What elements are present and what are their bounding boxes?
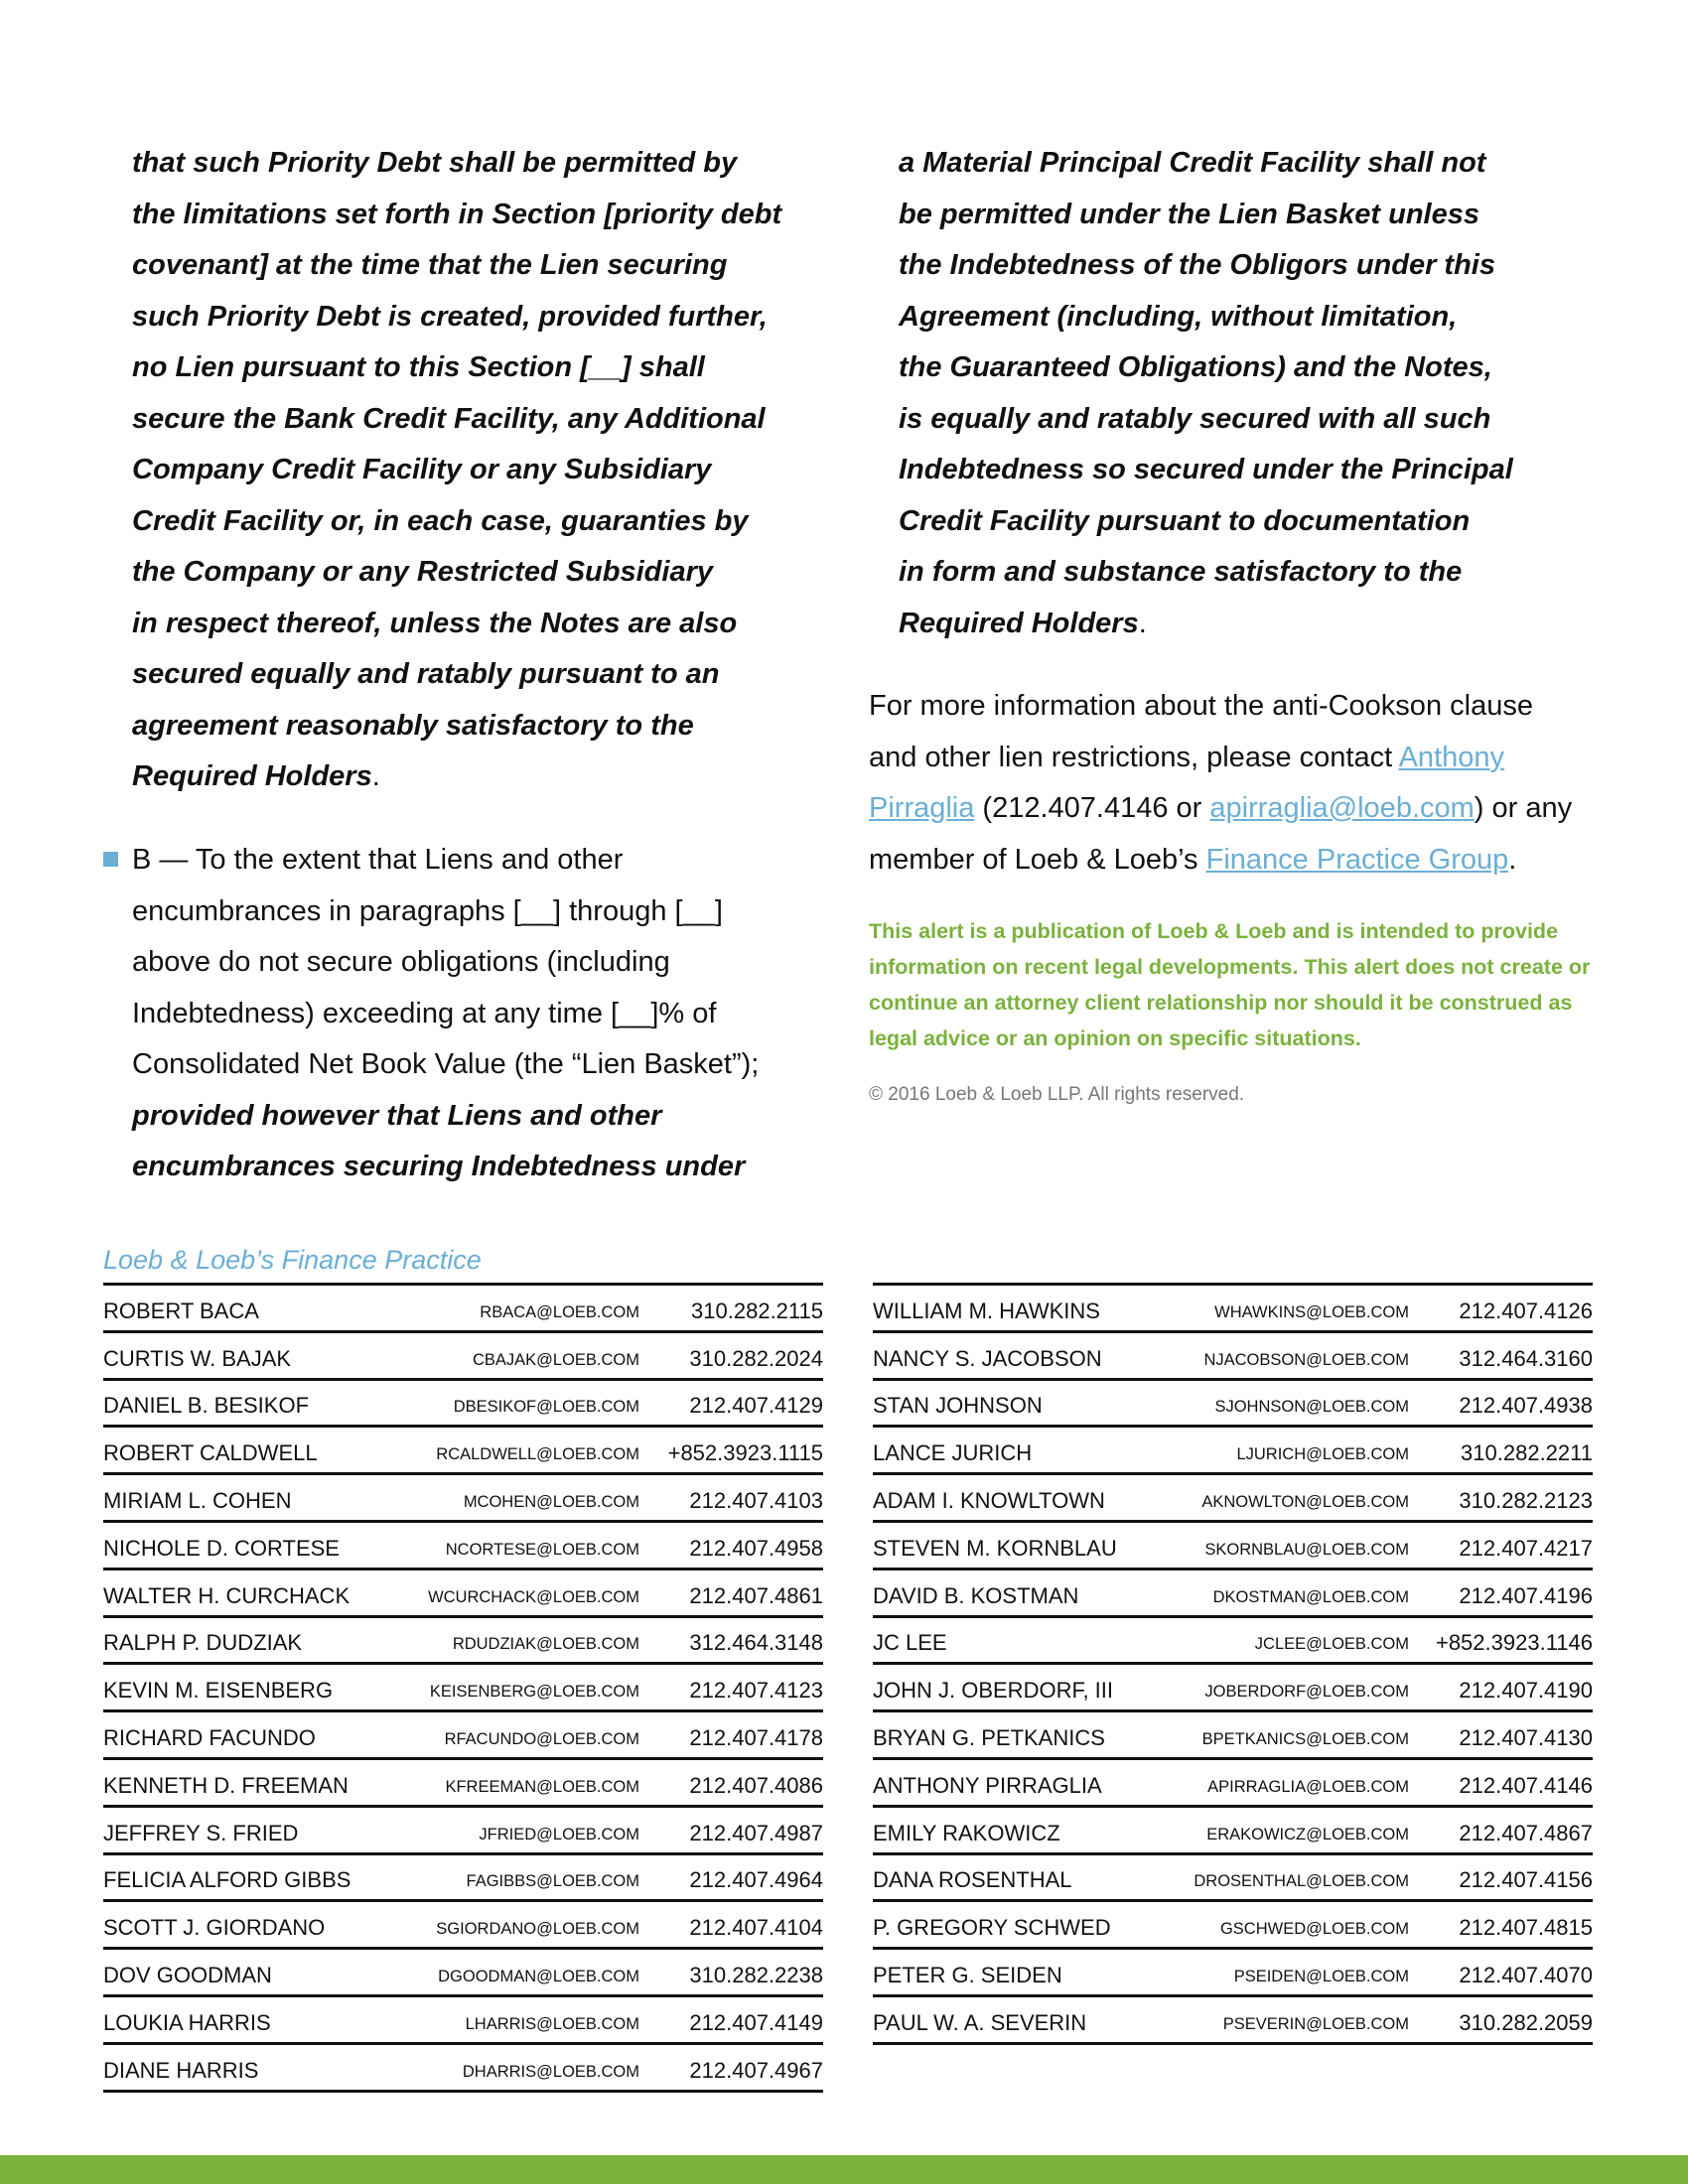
contact-name: PETER G. SEIDEN (873, 1962, 1062, 1987)
text-span: no Lien pursuant to this Section [__] shall (132, 351, 705, 383)
contact-phone: 212.407.4086 (689, 1772, 823, 1798)
practice-group-link[interactable]: Finance Practice Group (1205, 843, 1509, 876)
text: member of Loeb & Loeb’s (869, 843, 1206, 876)
text-line (132, 1142, 759, 1193)
contact-phone: 212.407.4964 (689, 1867, 823, 1893)
text-line (132, 342, 781, 394)
table-row (873, 1618, 1593, 1666)
text: (212.407.4146 or (974, 792, 1210, 824)
contact-email[interactable]: JCLEE@LOEB.COM (1254, 1635, 1409, 1654)
contact-phone: 310.282.2115 (691, 1297, 823, 1323)
contact-phone: 212.407.4967 (689, 2057, 823, 2083)
table-row (873, 1428, 1593, 1475)
text-line (132, 445, 781, 496)
text-span: covenant] at the time that the Lien securing (132, 249, 728, 281)
table-row (103, 1855, 823, 1903)
bullet-square-icon (103, 852, 118, 867)
text: and other lien restrictions, please contact (869, 741, 1399, 773)
text-line (132, 496, 781, 548)
text-line (899, 547, 1513, 599)
text-line (132, 989, 759, 1040)
text-span: secure the Bank Credit Facility, any Additional (132, 402, 766, 435)
contact-phone: +852.3923.1115 (667, 1440, 823, 1466)
text-line (899, 394, 1513, 446)
contact-name: NICHOLE D. CORTESE (103, 1535, 340, 1561)
text-span: provided however that Liens and other (132, 1099, 662, 1132)
table-row (103, 1475, 823, 1523)
contact-name: ROBERT CALDWELL (103, 1440, 318, 1466)
contact-line (869, 733, 1572, 784)
text-line (899, 599, 1513, 650)
text-line (899, 240, 1513, 292)
text-span: Indebtedness) exceeding at any time [__]% of (132, 997, 717, 1029)
table-row (873, 1570, 1593, 1618)
contact-email[interactable]: RFACUNDO@LOEB.COM (444, 1729, 639, 1748)
contact-name-link[interactable]: Pirraglia (869, 792, 975, 824)
contact-email[interactable]: PSEIDEN@LOEB.COM (1233, 1967, 1409, 1985)
contact-name: KENNETH D. FREEMAN (103, 1772, 349, 1798)
contact-email[interactable]: LHARRIS@LOEB.COM (465, 2014, 639, 2033)
footer-bar (0, 2155, 1688, 2184)
contact-phone: 312.464.3148 (689, 1630, 823, 1656)
contact-phone: 212.407.4146 (1459, 1772, 1593, 1798)
text-line (132, 292, 781, 343)
table-row (103, 1381, 823, 1429)
text-line (132, 1091, 759, 1143)
contact-email[interactable]: NCORTESE@LOEB.COM (445, 1540, 639, 1559)
end-punctuation: . (1138, 607, 1147, 639)
text-line (132, 1039, 759, 1091)
contact-paragraph (869, 681, 1572, 886)
contact-email[interactable]: LJURICH@LOEB.COM (1236, 1445, 1409, 1464)
contact-name: DANA ROSENTHAL (873, 1867, 1072, 1893)
text: . (1508, 843, 1517, 876)
contact-line: For more information about the anti-Cookson clause (869, 690, 1533, 722)
contact-email[interactable]: RBACA@LOEB.COM (480, 1302, 639, 1321)
contact-email[interactable]: APIRRAGLIA@LOEB.COM (1207, 1777, 1409, 1796)
contact-name: DOV GOODMAN (103, 1962, 272, 1987)
contact-name: RALPH P. DUDZIAK (103, 1630, 303, 1656)
contact-email[interactable]: WCURCHACK@LOEB.COM (428, 1587, 639, 1606)
text-span: Indebtedness so secured under the Principal (899, 454, 1513, 485)
contact-name: MIRIAM L. COHEN (103, 1487, 292, 1513)
contact-email[interactable]: DBESIKOF@LOEB.COM (453, 1398, 639, 1417)
contact-phone: 212.407.4126 (1459, 1297, 1593, 1323)
disclaimer (869, 913, 1591, 1056)
text-span: the Indebtedness of the Obligors under this (899, 249, 1495, 281)
table-row (103, 1902, 823, 1950)
table-row (103, 1618, 823, 1666)
text-line (132, 190, 781, 241)
contact-name: ANTHONY PIRRAGLIA (873, 1772, 1102, 1798)
contact-phone: 212.407.4217 (1459, 1535, 1593, 1561)
contact-name: BRYAN G. PETKANICS (873, 1724, 1105, 1750)
contact-phone: 212.407.4196 (1459, 1582, 1593, 1608)
contact-phone: 310.282.2024 (689, 1345, 823, 1371)
contact-email[interactable]: DHARRIS@LOEB.COM (462, 2062, 639, 2081)
contact-email[interactable]: DKOSTMAN@LOEB.COM (1212, 1587, 1409, 1606)
contact-phone: 212.407.4867 (1459, 1820, 1593, 1845)
text-line (132, 240, 781, 292)
table-row (103, 1712, 823, 1760)
contact-phone: 212.407.4958 (689, 1535, 823, 1561)
contact-name: JC LEE (873, 1630, 947, 1656)
text-span: a Material Principal Credit Facility shall not (899, 147, 1486, 179)
contact-phone: 212.407.4861 (689, 1582, 823, 1608)
contact-name: DIANE HARRIS (103, 2057, 259, 2083)
contact-name: ADAM I. KNOWLTOWN (873, 1487, 1105, 1513)
contact-name: STAN JOHNSON (873, 1393, 1043, 1419)
contact-phone: 310.282.2123 (1459, 1487, 1593, 1513)
table-row (103, 1808, 823, 1855)
contact-phone: 310.282.2238 (689, 1962, 823, 1987)
right-column-text (899, 138, 1513, 649)
text-span: above do not secure obligations (including (132, 946, 670, 978)
table-row (873, 1808, 1593, 1855)
contact-name: SCOTT J. GIORDANO (103, 1915, 326, 1941)
contact-name: KEVIN M. EISENBERG (103, 1678, 334, 1704)
email-link[interactable]: apirraglia@loeb.com (1209, 792, 1475, 824)
text-line (132, 751, 781, 803)
text-line (132, 649, 781, 701)
contact-phone: 212.407.4123 (689, 1678, 823, 1704)
contact-email[interactable]: JFRIED@LOEB.COM (479, 1825, 639, 1843)
text-line (899, 496, 1513, 548)
text-span: Credit Facility or, in each case, guaranties by (132, 504, 749, 537)
contact-phone: 310.282.2211 (1461, 1440, 1593, 1466)
contact-name: DANIEL B. BESIKOF (103, 1393, 310, 1419)
contact-email[interactable]: SJOHNSON@LOEB.COM (1214, 1398, 1409, 1417)
contact-name: WALTER H. CURCHACK (103, 1582, 351, 1608)
table-row (103, 1760, 823, 1808)
contact-phone: 212.407.4070 (1459, 1962, 1593, 1987)
contact-email[interactable]: SKORNBLAU@LOEB.COM (1204, 1540, 1409, 1559)
text-line (899, 342, 1513, 394)
contact-name: JOHN J. OBERDORF, III (873, 1678, 1114, 1704)
text-span: the Company or any Restricted Subsidiary (132, 556, 713, 588)
text-span: Required Holders (132, 760, 372, 792)
table-row (873, 1381, 1593, 1429)
text-span: encumbrances securing Indebtedness under (132, 1151, 746, 1182)
text-span: in respect thereof, unless the Notes are also (132, 607, 738, 639)
contact-name: STEVEN M. KORNBLAU (873, 1535, 1117, 1561)
contact-name: DAVID B. KOSTMAN (873, 1582, 1079, 1608)
contact-name: LANCE JURICH (873, 1440, 1033, 1466)
text-span: Required Holders (899, 607, 1139, 639)
text-span: Consolidated Net Book Value (the “Lien Basket”); (132, 1048, 760, 1080)
text-span: Company Credit Facility or any Subsidiary (132, 454, 712, 485)
text-span: Agreement (including, without limitation, (899, 300, 1458, 333)
table-row (873, 1665, 1593, 1712)
contact-name: ROBERT BACA (103, 1297, 259, 1323)
table-row (873, 1760, 1593, 1808)
contacts-table-left (103, 1283, 823, 2093)
table-row (873, 1902, 1593, 1950)
text-span: is equally and ratably secured with all such (899, 402, 1491, 435)
table-row (873, 1950, 1593, 1997)
contact-name: JEFFREY S. FRIED (103, 1820, 299, 1845)
contact-email[interactable]: KEISENBERG@LOEB.COM (429, 1683, 639, 1702)
text-span: secured equally and ratably pursuant to an (132, 658, 720, 690)
text-line (132, 937, 759, 989)
contact-name: FELICIA ALFORD GIBBS (103, 1867, 352, 1893)
text-line (132, 138, 781, 190)
contact-email[interactable]: DGOODMAN@LOEB.COM (438, 1967, 639, 1985)
text-line (899, 138, 1513, 190)
bullet-b-text (132, 835, 759, 1193)
contact-name: NANCY S. JACOBSON (873, 1345, 1102, 1371)
contact-phone: 212.407.4149 (689, 2009, 823, 2035)
text-line (132, 394, 781, 446)
table-row (103, 1570, 823, 1618)
contact-name: LOUKIA HARRIS (103, 2009, 271, 2035)
text-line (132, 599, 781, 650)
table-row (103, 2045, 823, 2093)
disclaimer-line: information on recent legal developments. This alert does not create or (869, 955, 1591, 979)
table-row (103, 1950, 823, 1997)
table-row (873, 1523, 1593, 1570)
contact-phone: 212.407.4178 (689, 1724, 823, 1750)
table-row (873, 1475, 1593, 1523)
contact-email[interactable]: JOBERDORF@LOEB.COM (1204, 1683, 1409, 1702)
left-column-text (132, 138, 781, 803)
table-row (103, 1428, 823, 1475)
table-row (103, 1333, 823, 1381)
text-line (132, 887, 759, 938)
table-row (103, 1997, 823, 2045)
table-row (103, 1286, 823, 1333)
contact-name: P. GREGORY SCHWED (873, 1915, 1111, 1941)
text-line (132, 547, 781, 599)
contact-phone: 212.407.4190 (1459, 1678, 1593, 1704)
contact-email[interactable]: DROSENTHAL@LOEB.COM (1194, 1872, 1409, 1891)
contact-phone: 212.407.4987 (689, 1820, 823, 1845)
contact-email[interactable]: BPETKANICS@LOEB.COM (1201, 1729, 1409, 1748)
contact-email[interactable]: RDUDZIAK@LOEB.COM (452, 1635, 639, 1654)
table-row (873, 1712, 1593, 1760)
disclaimer-line: This alert is a publication of Loeb & Loeb and is intended to provide (869, 919, 1559, 943)
contact-phone: 212.407.4129 (689, 1393, 823, 1419)
table-row (873, 1333, 1593, 1381)
contact-name: WILLIAM M. HAWKINS (873, 1297, 1100, 1323)
text-span: encumbrances in paragraphs [__] through [__] (132, 894, 723, 927)
text-line (132, 835, 759, 887)
contact-email[interactable]: WHAWKINS@LOEB.COM (1214, 1302, 1409, 1321)
table-row (873, 1286, 1593, 1333)
text-line (899, 445, 1513, 496)
text-span: such Priority Debt is created, provided further, (132, 300, 768, 333)
contact-phone: +852.3923.1146 (1435, 1630, 1593, 1656)
text-span: that such Priority Debt shall be permitted by (132, 147, 738, 179)
contact-email[interactable]: NJACOBSON@LOEB.COM (1203, 1350, 1409, 1369)
contact-name-link[interactable]: Anthony (1398, 741, 1505, 773)
contact-phone: 212.407.4815 (1459, 1915, 1593, 1941)
contact-email[interactable]: GSCHWED@LOEB.COM (1219, 1920, 1409, 1939)
disclaimer-line: continue an attorney client relationship nor should it be construed as (869, 991, 1573, 1015)
contact-phone: 212.407.4103 (689, 1487, 823, 1513)
text-line (132, 701, 781, 752)
text-span: agreement reasonably satisfactory to the (132, 709, 694, 742)
text-line (899, 292, 1513, 343)
contact-phone: 212.407.4130 (1459, 1724, 1593, 1750)
contact-email[interactable]: RCALDWELL@LOEB.COM (436, 1445, 639, 1464)
text-span: the limitations set forth in Section [priority debt (132, 198, 782, 230)
contact-name: EMILY RAKOWICZ (873, 1820, 1060, 1845)
copyright: © 2016 Loeb & Loeb LLP. All rights reserved. (869, 1084, 1245, 1105)
disclaimer-line: legal advice or an opinion on specific situations. (869, 1026, 1361, 1050)
contact-email[interactable]: SGIORDANO@LOEB.COM (436, 1920, 639, 1939)
contact-phone: 312.464.3160 (1459, 1345, 1593, 1371)
contact-phone: 310.282.2059 (1459, 2009, 1593, 2035)
text-span: the Guaranteed Obligations) and the Notes, (899, 351, 1492, 383)
contact-phone: 212.407.4156 (1459, 1867, 1593, 1893)
table-row (873, 1855, 1593, 1903)
contact-name: RICHARD FACUNDO (103, 1724, 316, 1750)
contact-email[interactable]: PSEVERIN@LOEB.COM (1222, 2014, 1409, 2033)
text-span: B — To the extent that Liens and other (132, 844, 624, 876)
table-title: Loeb & Loeb’s Finance Practice (103, 1245, 482, 1275)
contact-email[interactable]: CBAJAK@LOEB.COM (472, 1350, 639, 1369)
contact-name: PAUL W. A. SEVERIN (873, 2009, 1087, 2035)
table-row (103, 1665, 823, 1712)
text: ) or any (1474, 792, 1573, 824)
table-row (873, 1997, 1593, 2045)
text-span: be permitted under the Lien Basket unless (899, 198, 1479, 230)
contact-email[interactable]: MCOHEN@LOEB.COM (463, 1492, 639, 1511)
contact-phone: 212.407.4104 (689, 1915, 823, 1941)
contact-email[interactable]: AKNOWLTON@LOEB.COM (1201, 1492, 1409, 1511)
contacts-table-right (873, 1283, 1593, 2045)
contact-email[interactable]: FAGIBBS@LOEB.COM (466, 1872, 639, 1891)
contact-name: CURTIS W. BAJAK (103, 1345, 292, 1371)
contact-phone: 212.407.4938 (1459, 1393, 1593, 1419)
text-line (899, 190, 1513, 241)
table-row (103, 1523, 823, 1570)
contact-email[interactable]: ERAKOWICZ@LOEB.COM (1206, 1825, 1409, 1843)
contact-line (869, 783, 1572, 835)
contact-line (869, 835, 1572, 887)
text-span: in form and substance satisfactory to the (899, 556, 1463, 588)
text-span: Credit Facility pursuant to documentation (899, 504, 1471, 537)
end-punctuation: . (371, 760, 380, 792)
contact-email[interactable]: KFREEMAN@LOEB.COM (445, 1777, 639, 1796)
